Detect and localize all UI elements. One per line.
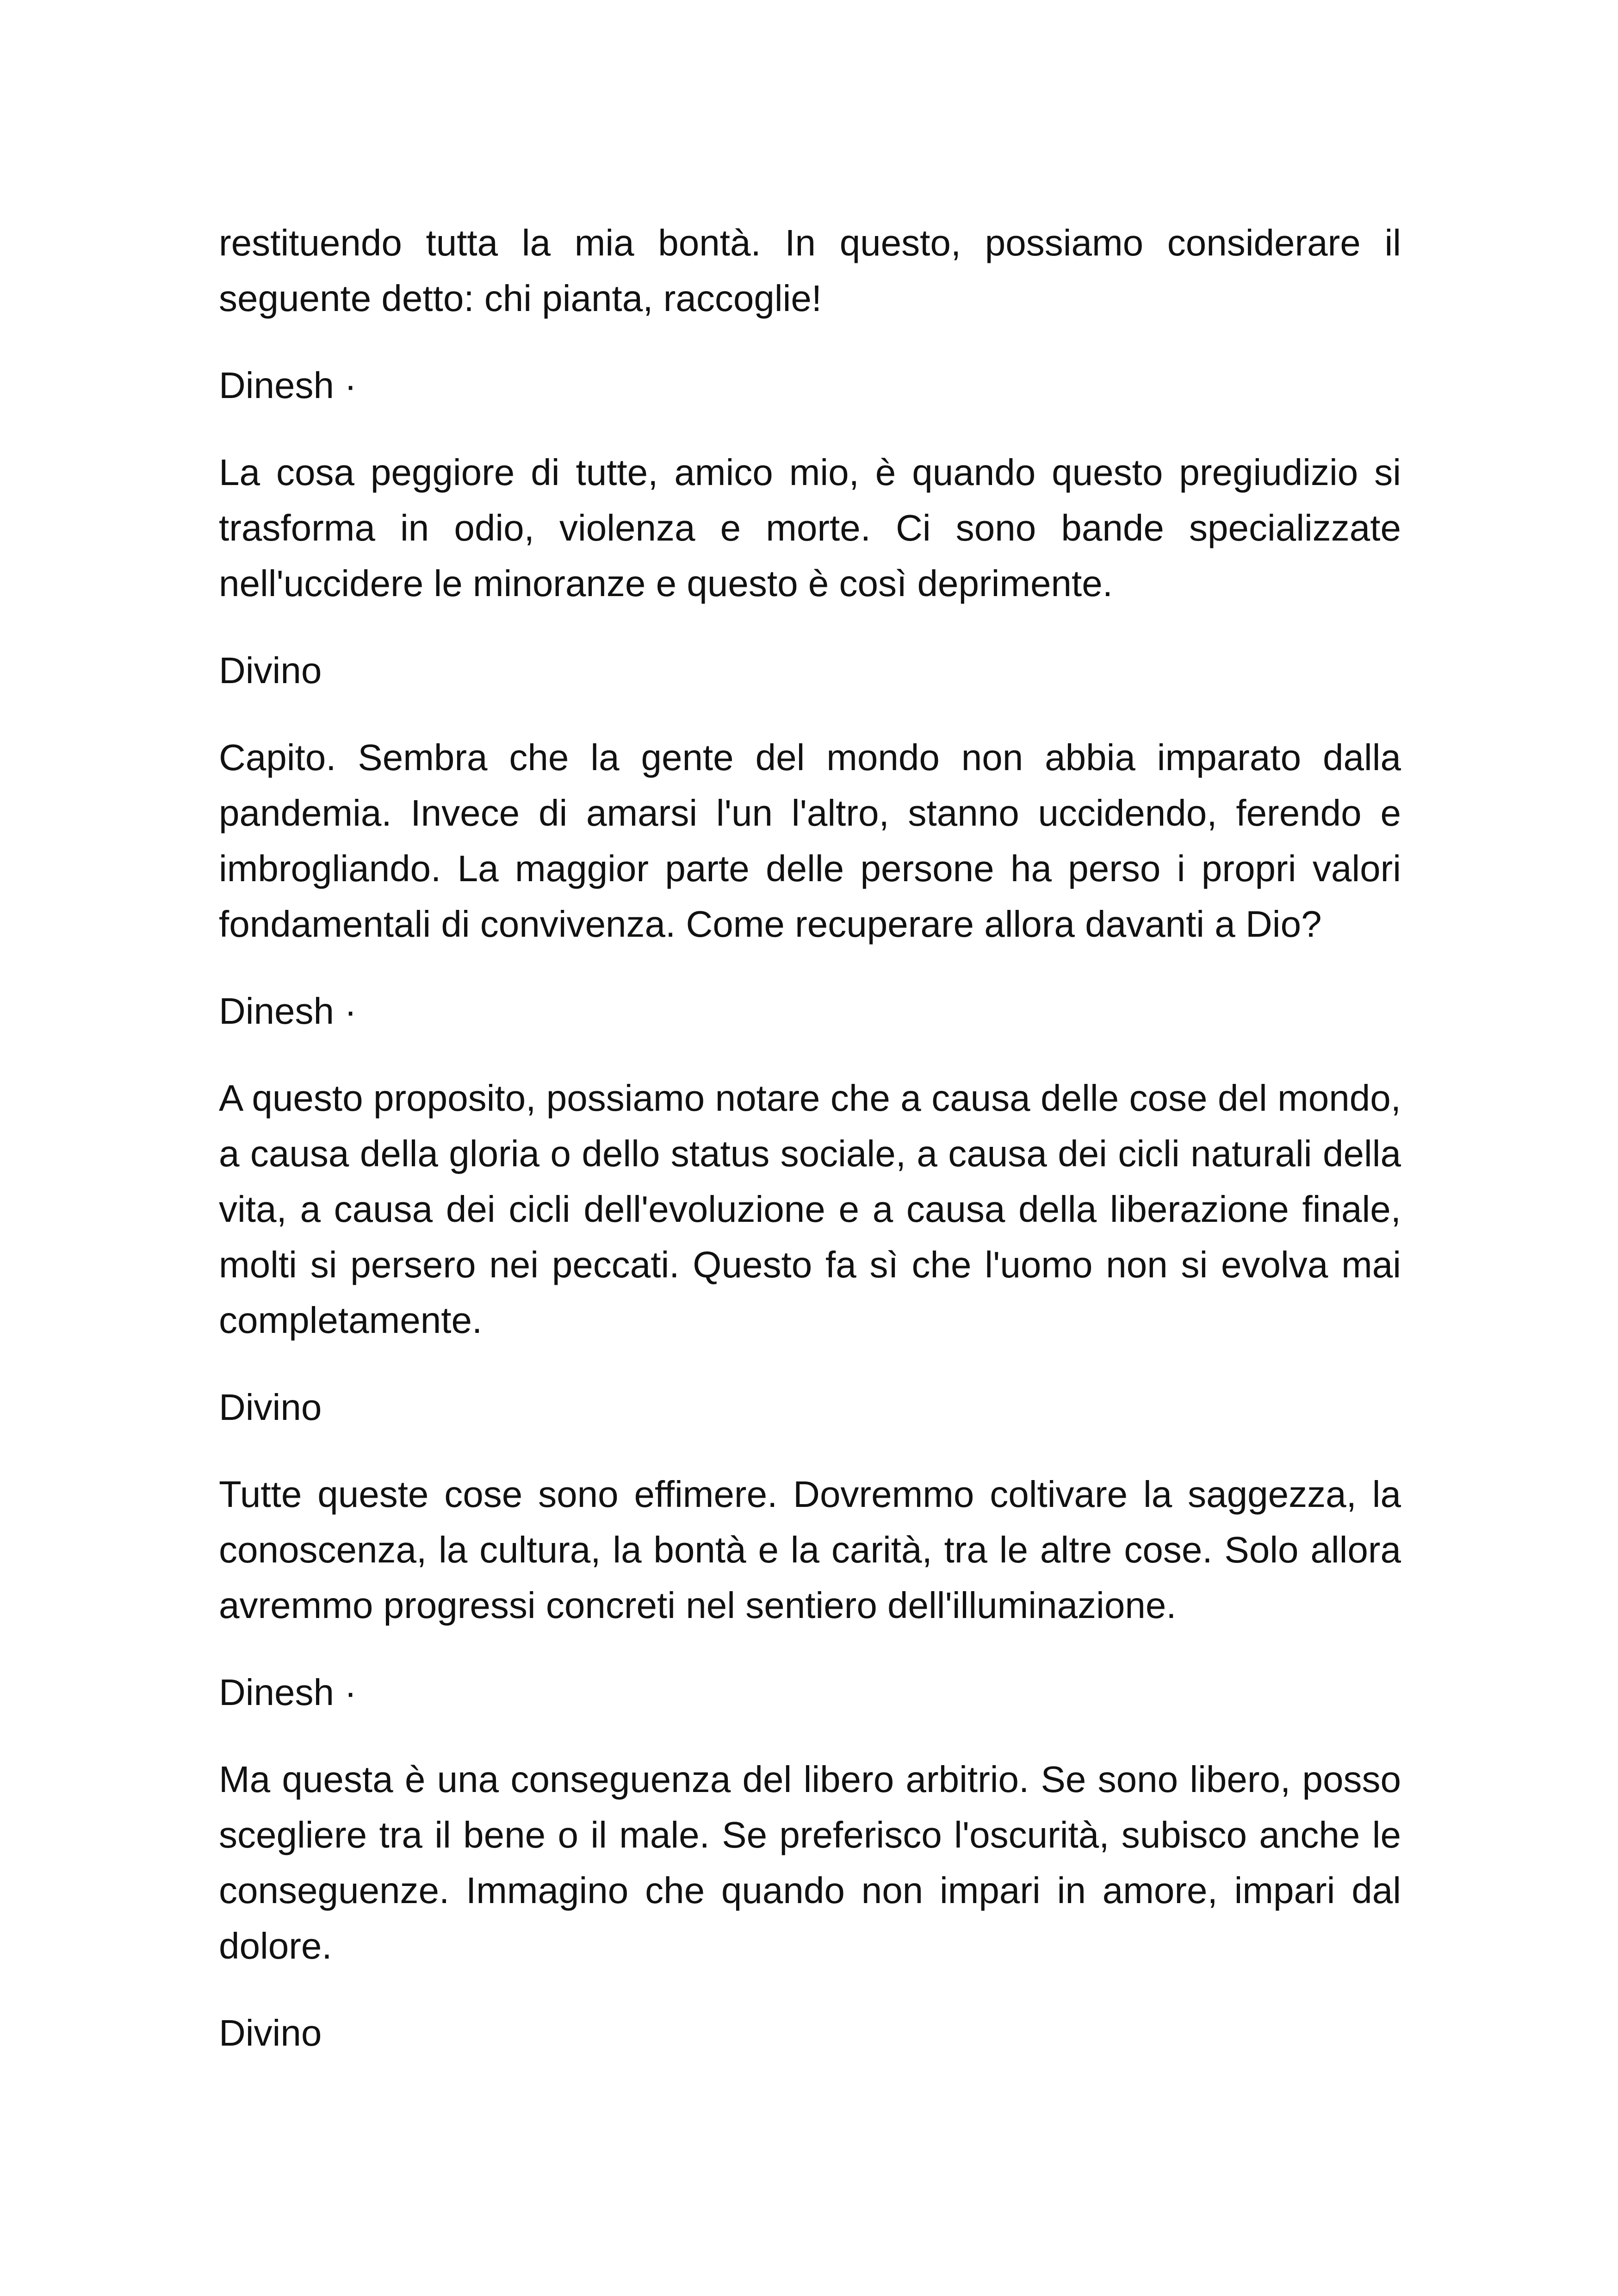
speaker-label-dinesh: Dinesh · xyxy=(219,990,357,1032)
text-column xyxy=(219,215,1401,2092)
speaker-label-dinesh: Dinesh · xyxy=(219,365,357,406)
paragraph-dinesh: A questo proposito, possiamo notare che a causa delle cose del mondo, a causa della gloria o dello status sociale, a causa dei cicli naturali della vita, a causa dei cicli dell'evoluzione e a causa della liberazione finale, molti si persero nei peccati. Questo fa sì che l'uomo non si evolva mai completamente. xyxy=(219,1077,1401,1341)
paragraph-dinesh: Ma questa è una conseguenza del libero arbitrio. Se sono libero, posso scegliere tra il bene o il male. Se preferisco l'oscurità, subisco anche le conseguenze. Immagino che quando non impari in amore, impari dal dolore. xyxy=(219,1759,1401,1966)
speaker-label-divino: Divino xyxy=(219,650,322,691)
paragraph-divino: Tutte queste cose sono effimere. Dovremmo coltivare la saggezza, la conoscenza, la cultura, la bontà e la carità, tra le altre cose. Solo allora avremmo progressi concreti nel sentiero dell'illuminazione. xyxy=(219,1474,1401,1626)
speaker-label-divino: Divino xyxy=(219,2012,322,2053)
paragraph-divino: Capito. Sembra che la gente del mondo non abbia imparato dalla pandemia. Invece di amarsi l'un l'altro, stanno uccidendo, ferendo e imbrogliando. La maggior parte delle persone ha perso i propri valori fondamentali di convivenza. Come recuperare allora davanti a Dio? xyxy=(219,737,1401,945)
paragraph-continuation: restituendo tutta la mia bontà. In questo, possiamo considerare il seguente detto: chi pianta, raccoglie! xyxy=(219,222,1401,319)
speaker-label-dinesh: Dinesh · xyxy=(219,1672,357,1713)
speaker-label-divino: Divino xyxy=(219,1387,322,1428)
paragraph-dinesh: La cosa peggiore di tutte, amico mio, è quando questo pregiudizio si trasforma in odio, violenza e morte. Ci sono bande specializzate nell'uccidere le minoranze e questo è così deprimente. xyxy=(219,452,1401,604)
